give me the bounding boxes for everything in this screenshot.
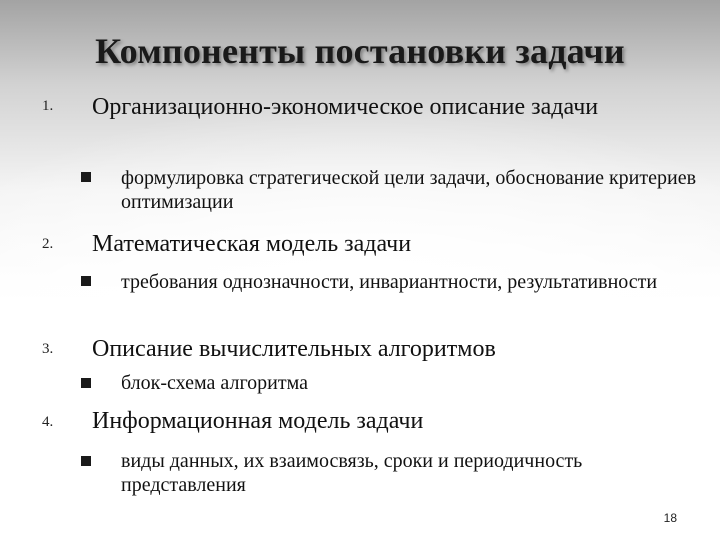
list-item-number: 4. xyxy=(42,414,54,430)
square-bullet-icon xyxy=(81,456,91,466)
square-bullet-icon xyxy=(81,378,91,388)
list-item-text: Организационно-экономическое описание задачи xyxy=(92,94,599,120)
list-item-text: Математическая модель задачи xyxy=(92,231,412,257)
sub-item-text: блок-схема алгоритма xyxy=(121,372,309,394)
sub-item-text: требования однозначности, инвариантности, результативности xyxy=(121,271,658,293)
page-number: 18 xyxy=(663,511,677,525)
list-item-text: Информационная модель задачи xyxy=(92,408,424,434)
sub-item-text: виды данных, их взаимосвязь, сроки и периодичность представления xyxy=(121,450,583,496)
list-item-text: Описание вычислительных алгоритмов xyxy=(92,336,496,362)
sub-item-text: формулировка стратегической цели задачи, обоснование критериев оптимизации xyxy=(121,167,697,213)
list-item-number: 1. xyxy=(42,98,54,114)
square-bullet-icon xyxy=(81,172,91,182)
slide-title: Компоненты постановки задачи xyxy=(95,31,625,71)
list-item-number: 2. xyxy=(42,236,54,252)
list-item-number: 3. xyxy=(42,341,54,357)
square-bullet-icon xyxy=(81,276,91,286)
